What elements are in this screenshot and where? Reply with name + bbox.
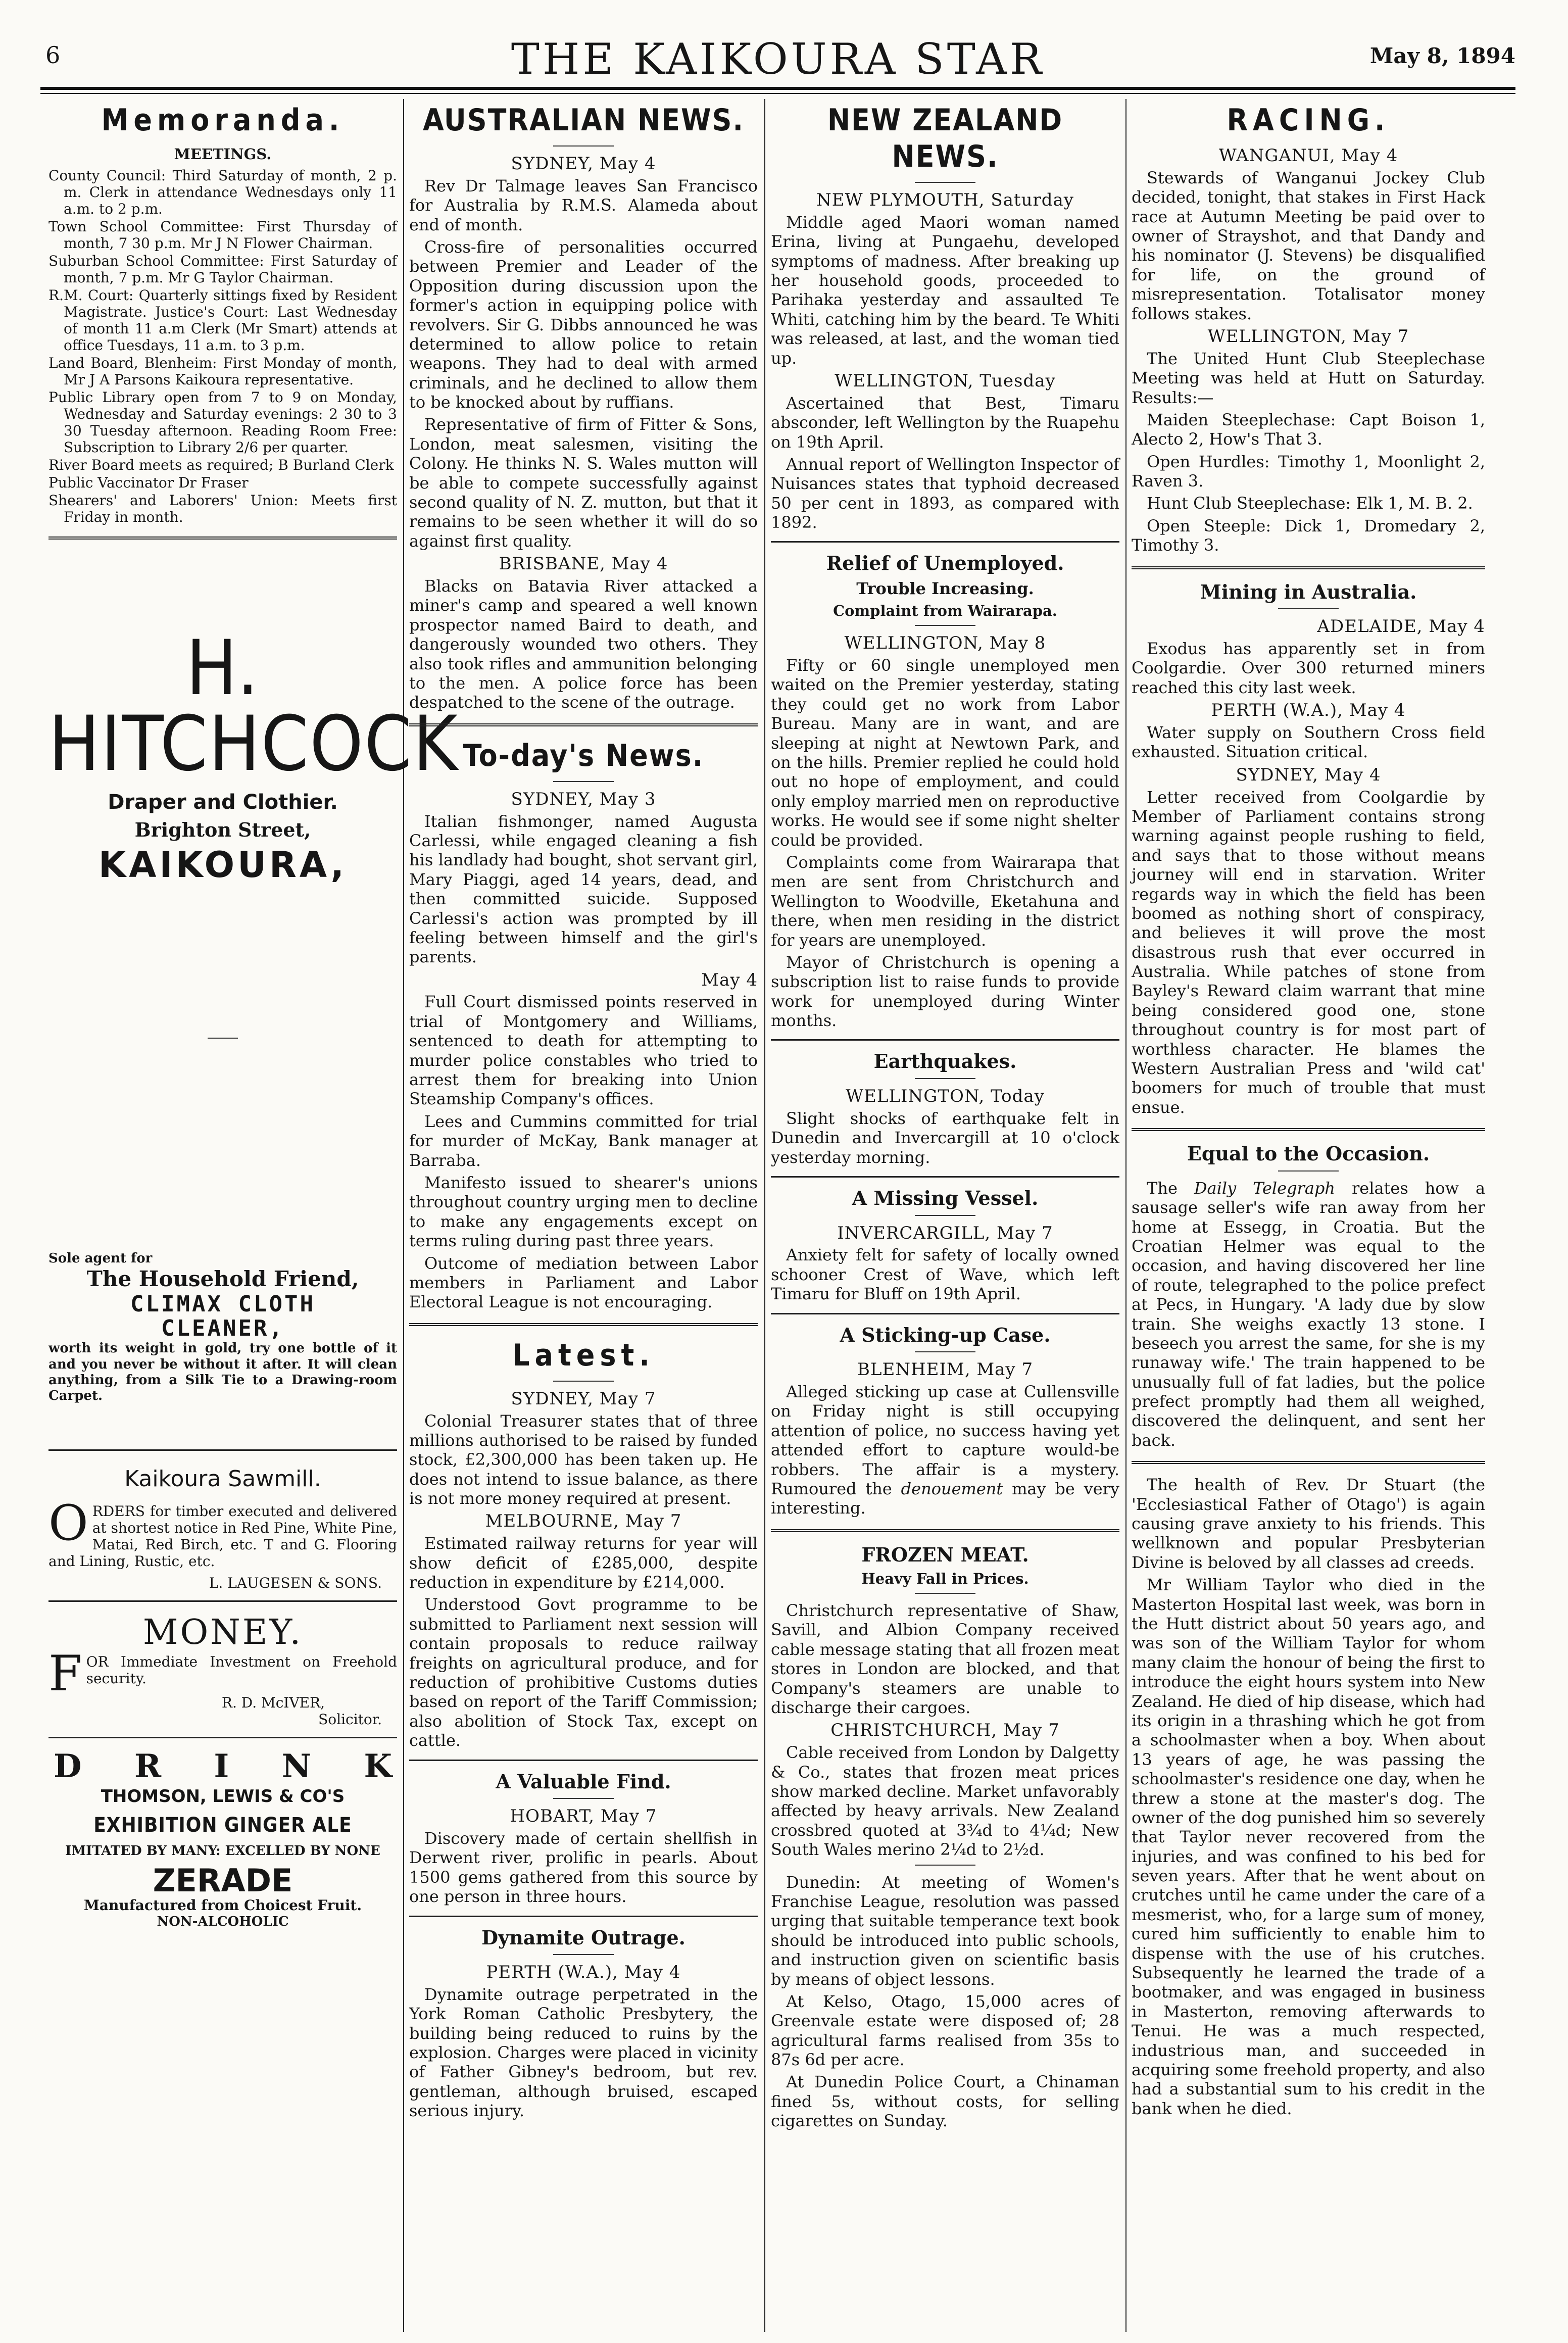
short-rule <box>553 1954 614 1955</box>
column-2 <box>409 99 758 2332</box>
dateline: HOBART, May 7 <box>510 1806 657 1827</box>
dateline: WANGANUI, May 4 <box>1218 145 1398 166</box>
drink-letter: D <box>54 1747 82 1786</box>
short-rule <box>915 625 975 626</box>
advert-household-friend: The Household Friend, <box>86 1266 359 1292</box>
article-paragraph: Mayor of Christchurch is opening a subscription list to raise funds to provide work for unemployed during Winter months. <box>771 952 1119 1031</box>
column-3 <box>771 99 1119 2332</box>
dateline: WELLINGTON, May 7 <box>1207 326 1409 347</box>
article-paragraph: Discovery made of certain shellfish in Derwent river, prolific in pearls. About 1500 gems gathered from this source by one person in three hours. <box>409 1828 758 1907</box>
section-rule <box>409 1323 758 1326</box>
relief-heading: Relief of Unemployed. <box>826 552 1064 575</box>
memo-item: Public Vaccinator Dr Fraser <box>48 474 249 492</box>
article-paragraph: At Kelso, Otago, 15,000 acres of Greenvale estate were disposed of; 28 agricultural farms realised from 35s to 87s 6d per acre. <box>771 1991 1119 2070</box>
dateline: BLENHEIM, May 7 <box>857 1359 1034 1380</box>
article-paragraph: The United Hunt Club Steeplechase Meeting was held at Hutt on Saturday. Results:— <box>1132 349 1485 407</box>
section-rule <box>771 1176 1119 1178</box>
memo-item: Land Board, Blenheim: First Monday of month, Mr J A Parsons Kaikoura representative. <box>48 355 397 388</box>
drop-cap: F <box>48 1645 82 1702</box>
race-result: Open Steeple: Dick 1, Dromedary 2, Timothy 3. <box>1132 516 1485 555</box>
race-result: Hunt Club Steeplechase: Elk 1, M. B. 2. <box>1147 494 1473 513</box>
advert-street: Brighton Street, <box>134 818 311 842</box>
section-rule <box>771 1313 1119 1314</box>
article-paragraph: Christchurch representative of Shaw, Savill, and Albion Company received cable message stating that all frozen meat stores in London are blocked, and that Company's steamers are unable to discharge their cargoes. <box>771 1601 1119 1718</box>
advert-product: EXHIBITION GINGER ALE <box>93 1813 352 1837</box>
drink-letter: N <box>281 1747 312 1786</box>
short-rule <box>553 1798 614 1799</box>
memo-item: County Council: Third Saturday of month, 2 p. m. Clerk in attendance Wednesdays only 11 a.m. to 2 p.m. <box>48 167 397 217</box>
dateline: WELLINGTON, May 8 <box>844 633 1046 654</box>
article-paragraph: At Dunedin Police Court, a Chinaman fined 5s, without costs, for selling cigarettes on Sunday. <box>771 2072 1119 2131</box>
drink-letter: K <box>364 1747 392 1786</box>
short-rule <box>915 182 975 183</box>
memo-item: R.M. Court: Quarterly sittings fixed by Resident Magistrate. Justice's Court: Last Wednesday of month 11 a.m Clerk (Mr Smart) attends at office Tuesdays, 11 a.m. to 3 p.m. <box>48 287 397 354</box>
advert-tagline: IMITATED BY MANY: EXCELLED BY NONE <box>65 1843 380 1859</box>
dateline: ADELAIDE, May 4 <box>1317 616 1485 637</box>
sawmill-body: RDERS for timber executed and delivered at shortest notice in Red Pine, White Pine, Matai, Red Birch, etc. T and G. Flooring and Lining, Rustic, etc. <box>48 1502 397 1570</box>
article-paragraph: Stewards of Wanganui Jockey Club decided, tonight, that stakes in First Hack race at Autumn Meeting be paid over to owner of Strayshot, and that Dandy and his nominator (J. Stevens) be disqualified for life, on the ground of misrepresentation. Totalisator money follows stakes. <box>1132 168 1485 323</box>
article-paragraph: Middle aged Maori woman named Erina, living at Pungaehu, developed symptoms of madness. After breaking up her household goods, proceeded to Parihaka yesterday and assaulted Te Whiti, catching him by the beard. Te Whiti was released, at last, and the woman tied up. <box>771 212 1119 368</box>
section-rule <box>48 1449 397 1451</box>
dateline: PERTH (W.A.), May 4 <box>1211 700 1406 721</box>
memo-item: Town School Committee: First Thursday of month, 7 30 p.m. Mr J N Flower Chairman. <box>48 218 397 252</box>
advert-firm: THOMSON, LEWIS & CO'S <box>101 1786 345 1807</box>
sawmill-advert <box>48 1466 397 1591</box>
article-paragraph: Cross-fire of personalities occurred between Premier and Leader of the Opposition during discussion upon the former's action in equipping police with revolvers. Sir G. Dibbs announced he was determined to allow police to retain weapons. They had to deal with armed criminals, and he declined to allow them to be knocked about by ruffians. <box>409 237 758 412</box>
short-rule <box>208 1038 238 1039</box>
hitchcock-advert <box>48 624 459 886</box>
dateline: May 4 <box>701 969 758 990</box>
article-paragraph: Mr William Taylor who died in the Masterton Hospital last week, was born in the Hutt district about 50 years ago, and was son of the William Taylor for whom many claim the honour of being the first to introduce the eight hours system into New Zealand. He died of hip disease, which had its origin in a thrashing which he got from a schoolmaster when a boy. When about 13 years of age, he was passing the schoolmaster's residence one day, when he threw a stone at the master's dog. The owner of the dog punished him so severely that Taylor never recovered from the injuries, and was confined to his bed for seven years. After that he went about on crutches until he came under the care of a mesmerist, who, for a large sum of money, cured him sufficiently to enable him to dispense with the use of his crutches. Subsequently he learned the trade of a bootmaker, and was engaged in business in Masterton, removing afterwards to Tenui. He was a much respected, industrious man, and succeeded in acquiring some freehold property, and also had a substantial sum to his credit in the bank when he died. <box>1132 1575 1485 2118</box>
article-paragraph: Representative of firm of Fitter & Sons, London, meat salesmen, visiting the Colony. He thinks N. S. Wales mutton will be able to compete successfully against second quality of N. Z. mutton, but that it remains to be seen whether it will do so against first quality. <box>409 415 758 551</box>
article-paragraph: Colonial Treasurer states that of three millions authorised to be raised by funded stock, £2,300,000 has been taken up. He does not intend to issue balance, as there is not more money required at present. <box>409 1411 758 1508</box>
article-paragraph: Slight shocks of earthquake felt in Dunedin and Invercargill at 10 o'clock yesterday morning. <box>771 1108 1119 1167</box>
sawmill-heading: Kaikoura Sawmill. <box>124 1466 321 1492</box>
masthead-rule-thin <box>40 93 1515 94</box>
short-rule <box>915 1351 975 1352</box>
advert-product-line2: CLEANER, <box>161 1315 284 1342</box>
section-rule <box>48 1737 397 1738</box>
frozen-meat-subheading: Heavy Fall in Prices. <box>861 1570 1029 1588</box>
climax-advert <box>48 1251 397 1404</box>
section-rule <box>1132 566 1485 569</box>
column-1 <box>48 99 459 2332</box>
article-paragraph: Understood Govt programme to be submitted to Parliament next session will contain proposals to reduce railway freights on agricultural produce, and for reduction of prohibitive Customs duties based on report of the Tariff Commission; also abolition of Stock Tax, except on cattle. <box>409 1595 758 1750</box>
section-rule <box>1132 1461 1485 1464</box>
article-paragraph: Exodus has apparently set in from Coolgardie. Over 300 returned miners reached this city last week. <box>1132 639 1485 697</box>
article-paragraph: Rev Dr Talmage leaves San Francisco for Australia by R.M.S. Alameda about end of month. <box>409 176 758 234</box>
article-paragraph: Annual report of Wellington Inspector of Nuisances states that typhoid decreased 50 per cent in 1893, as compared with 1892. <box>771 454 1119 532</box>
short-rule <box>1278 608 1339 609</box>
drink-letter: I <box>214 1747 229 1786</box>
article-paragraph: Water supply on Southern Cross field exhausted. Situation critical. <box>1132 722 1485 762</box>
money-heading: MONEY. <box>142 1613 303 1653</box>
dateline: SYDNEY, May 3 <box>511 789 656 809</box>
column-4 <box>1132 99 1485 2332</box>
advert-description: worth its weight in gold, try one bottle of it and you never be without it after. It will clean anything, from a Silk Tie to a Drawing-room Carpet. <box>48 1341 397 1403</box>
column-divider <box>403 99 404 2332</box>
column-divider <box>1125 99 1126 2332</box>
article-paragraph: Estimated railway returns for year will show deficit of £285,000, despite reduction in expenditure by £214,000. <box>409 1534 758 1592</box>
article-paragraph: Dunedin: At meeting of Women's Franchise League, resolution was passed urging that suitable temperance text book should be introduced into public schools, and instruction given on scientific basis by means of object lessons. <box>771 1872 1119 1989</box>
short-rule <box>553 1381 614 1382</box>
relief-subheading-2: Complaint from Wairarapa. <box>833 602 1057 620</box>
section-rule <box>409 1916 758 1917</box>
race-result: Maiden Steeplechase: Capt Boison 1, Alecto 2, How's That 3. <box>1132 410 1485 449</box>
advert-nonalcoholic: NON-ALCOHOLIC <box>157 1914 289 1929</box>
valuable-find-heading: A Valuable Find. <box>496 1770 671 1793</box>
dateline: PERTH (W.A.), May 4 <box>486 1962 681 1983</box>
dateline: SYDNEY, May 7 <box>511 1388 656 1409</box>
short-rule <box>915 1865 975 1866</box>
short-rule <box>915 1215 975 1216</box>
money-advert <box>48 1612 397 1728</box>
short-rule <box>553 145 614 147</box>
money-signature: R. D. McIVER, <box>221 1694 325 1712</box>
article-paragraph: The health of Rev. Dr Stuart (the 'Ecclesiastical Father of Otago') is again causing grave anxiety to his friends. This wellknown and popular Presbyterian Divine is beloved by all classes ad creeds. <box>1132 1475 1485 1572</box>
article-paragraph: Italian fishmonger, named Augusta Carlessi, while engaged cleaning a fish his landlady had bought, shot servant girl, Mary Piaggi, aged 14 years, dead, and then committed suicide. Supposed Carlessi's action was prompted by ill feeling between himself and the girl's parents. <box>409 811 758 967</box>
issue-date: May 8, 1894 <box>1369 43 1515 68</box>
memoranda-list <box>48 167 397 526</box>
memo-item: Shearers' and Laborers' Union: Meets first Friday in month. <box>48 492 397 526</box>
short-rule <box>915 1078 975 1079</box>
advert-manufacture: Manufactured from Choicest Fruit. <box>83 1897 362 1914</box>
article-paragraph: Fifty or 60 single unemployed men waited on the Premier yesterday, stating they could get no work from Labor Bureau. Many are in want, and are sleeping at night at Newtown Park, and on the hills. Premier replied he could hold out no hope of employment, and could only employ married men on reproductive works. He would see if some night shelter could be provided. <box>771 656 1119 850</box>
ginger-ale-advert <box>48 1747 397 1930</box>
dynamite-heading: Dynamite Outrage. <box>481 1926 685 1949</box>
section-rule <box>48 1600 397 1602</box>
advert-agent: Sole agent for <box>48 1251 153 1266</box>
dateline: INVERCARGILL, May 7 <box>837 1223 1053 1243</box>
section-rule <box>771 1529 1119 1532</box>
article-paragraph: Lees and Cummins committed for trial for murder of McKay, Bank manager at Barraba. <box>409 1111 758 1170</box>
advert-name: H. HITCHCOCK <box>48 624 459 789</box>
article-paragraph: Anxiety felt for safety of locally owned schooner Crest of Wave, which left Timaru for Bluff on 19th April. <box>771 1245 1119 1304</box>
todays-news-heading: To-day's News. <box>463 738 704 773</box>
masthead-rule <box>40 87 1515 90</box>
australian-news-heading: AUSTRALIAN NEWS. <box>422 103 744 138</box>
article-paragraph: Cable received from London by Dalgetty & Co., states that frozen meat prices show marked decline. Market unfavorably affected by heavy arrivals. New Zealand crossbred quoted at 3¾d to 4¼d; New South Wales merino 2¼d to 2½d. <box>771 1743 1119 1860</box>
article-paragraph: Full Court dismissed points reserved in trial of Montgomery and Williams, sentenced to death for attempting to murder police constables who tried to arrest them for breaking into Union Steamship Company's offices. <box>409 992 758 1109</box>
dateline: NEW PLYMOUTH, Saturday <box>816 190 1074 210</box>
page-number: 6 <box>45 41 61 69</box>
article-paragraph: Blacks on Batavia River attacked a miner's camp and speared a well known prospector named Baird to death, and dangerously wounded two others. They also took rifles and ammunition belonging to the men. A police force has been despatched to the scene of the outrage. <box>409 576 758 712</box>
earthquakes-heading: Earthquakes. <box>873 1050 1017 1073</box>
memo-item: River Board meets as required; B Burland Clerk <box>48 457 394 474</box>
short-rule <box>915 1593 975 1594</box>
sticking-up-heading: A Sticking-up Case. <box>840 1323 1051 1346</box>
drop-cap: O <box>48 1494 88 1551</box>
money-body: OR Immediate Investment on Freehold security. <box>86 1653 397 1687</box>
short-rule <box>553 781 614 782</box>
dateline: BRISBANE, May 4 <box>499 554 668 574</box>
drink-banner <box>48 1747 397 1786</box>
column-divider <box>764 99 765 2332</box>
newspaper-title: THE KAIKOURA STAR <box>511 34 1045 84</box>
dateline: SYDNEY, May 4 <box>511 154 656 174</box>
money-title: Solicitor. <box>318 1711 382 1728</box>
memo-item: Suburban School Committee: First Saturday of month, 7 p.m. Mr G Taylor Chairman. <box>48 252 397 286</box>
article-paragraph: Manifesto issued to shearer's unions throughout country urging men to decline to make any engagements except on terms ruling during past three years. <box>409 1173 758 1251</box>
advert-zerade: ZERADE <box>153 1862 293 1899</box>
dateline: CHRISTCHURCH, May 7 <box>830 1720 1060 1741</box>
article-paragraph: The Daily Telegraph relates how a sausage seller's wife ran away from her home at Essegg, in Croatia. But the Croatian Helmer was equal to the occasion, and having discovered her line of route, telegraphed to the police prefect at Pecs, in Hungary. 'A lady due by slow train. She weighs exactly 13 stone. I beseech you arrest the same, for she is my runaway wife.' The train happened to be unusually full of fat ladies, but the police prefect promptly had them all weighed, discovered the delinquent, and sent her back. <box>1132 1178 1486 1450</box>
article-paragraph: Letter received from Coolgardie by Member of Parliament contains strong warning against people rushing to field, and says that to those without means journey will end in starvation. Writer regards way in which the field has been boomed as nothing short of conspiracy, and believes it will prove the most disastrous rush that ever occurred in Australia. While patches of stone from Bayley's Reward claim warrant that mine being considered good one, stone throughout country is for most part of worthless character. He blames the Western Australian Press and 'wild cat' boomers for much of trouble that must ensue. <box>1132 787 1485 1117</box>
article-paragraph: Complaints come from Wairarapa that men are sent from Christchurch and Wellington to Woodville, Eketahuna and there, when men residing in the district for years are unemployed. <box>771 852 1119 950</box>
section-rule <box>48 536 397 540</box>
drink-letter: R <box>134 1747 161 1786</box>
memoranda-subheading: MEETINGS. <box>174 145 272 163</box>
section-rule <box>771 541 1119 543</box>
section-rule <box>771 1039 1119 1041</box>
dateline: WELLINGTON, Tuesday <box>835 370 1056 391</box>
nz-news-heading: NEW ZEALAND NEWS. <box>827 103 1063 174</box>
article-paragraph: Dynamite outrage perpetrated in the York Roman Catholic Presbytery, the building being reduced to ruins by the explosion. Charges were placed in vicinity of Father Gibney's bedroom, but rev. gentleman, although bruised, escaped serious injury. <box>409 1984 758 2121</box>
missing-vessel-heading: A Missing Vessel. <box>852 1187 1039 1210</box>
advert-trade: Draper and Clothier. <box>108 791 338 814</box>
advert-town: KAIKOURA, <box>99 844 347 886</box>
section-rule <box>1132 1128 1485 1131</box>
racing-heading: RACING. <box>1227 103 1390 138</box>
frozen-meat-heading: FROZEN MEAT. <box>861 1543 1029 1566</box>
article-paragraph: Outcome of mediation between Labor members in Parliament and Labor Electoral League is not encouraging. <box>409 1253 758 1312</box>
section-rule <box>409 1760 758 1761</box>
masthead <box>40 30 1515 86</box>
mining-heading: Mining in Australia. <box>1200 580 1417 603</box>
race-result: Open Hurdles: Timothy 1, Moonlight 2, Raven 3. <box>1132 452 1485 491</box>
short-rule <box>1278 1170 1339 1172</box>
dateline: SYDNEY, May 4 <box>1236 764 1381 785</box>
article-paragraph: Alleged sticking up case at Cullensville on Friday night is still occupying attention of police, no success having yet attended effort to capture would-be robbers. The affair is a mystery. Rumoured the denouement may be very interesting. <box>771 1382 1120 1518</box>
relief-subheading: Trouble Increasing. <box>856 579 1034 599</box>
advert-product-line1: CLIMAX CLOTH <box>130 1291 315 1317</box>
memoranda-heading: Memoranda. <box>101 103 345 138</box>
section-rule <box>409 723 758 726</box>
dateline: MELBOURNE, May 7 <box>485 1511 682 1532</box>
article-paragraph: Ascertained that Best, Timaru absconder, left Wellington by the Ruapehu on 19th April. <box>771 393 1119 452</box>
latest-heading: Latest. <box>512 1337 655 1373</box>
memo-item: Public Library open from 7 to 9 on Monday, Wednesday and Saturday evenings: 2 30 to 3 30 Tuesday afternoon. Reading Room Free: Subscription to Library 2/6 per quarter. <box>48 389 397 456</box>
dateline: WELLINGTON, Today <box>846 1086 1045 1107</box>
sawmill-signature: L. LAUGESEN & SONS. <box>209 1575 382 1592</box>
equal-occasion-heading: Equal to the Occasion. <box>1187 1142 1430 1165</box>
